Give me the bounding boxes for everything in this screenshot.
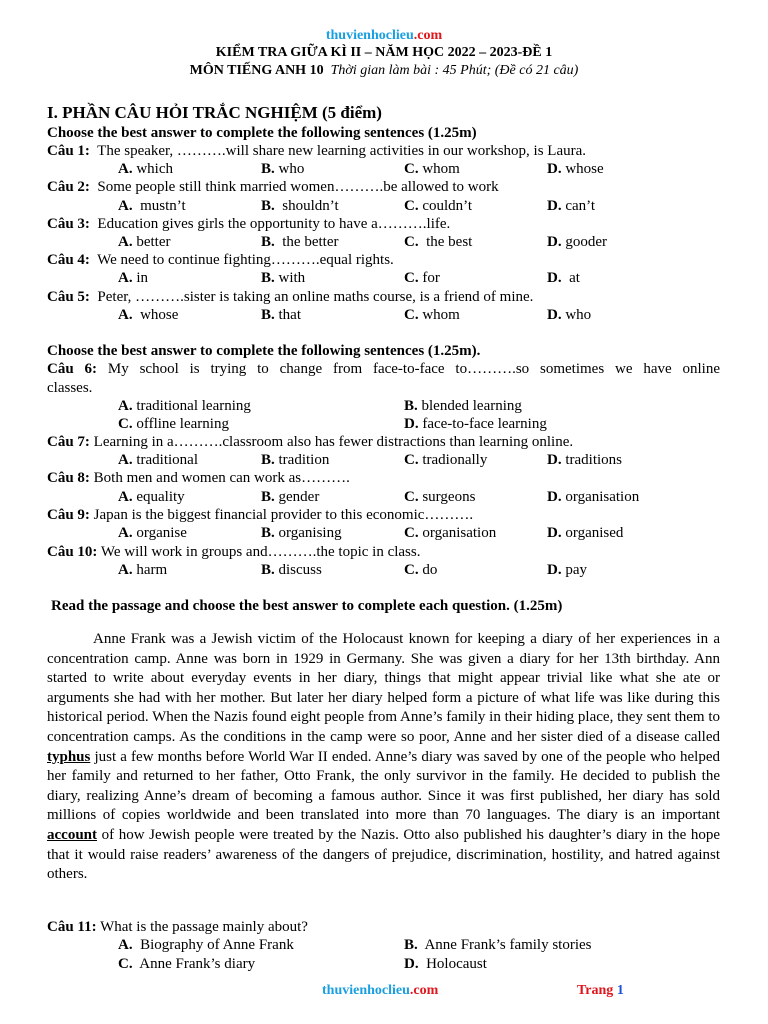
option-d[interactable]: D. pay — [547, 562, 588, 578]
option-d[interactable]: D. Holocaust — [404, 956, 487, 972]
option-c[interactable]: C. for — [404, 270, 440, 286]
option-a[interactable]: A. mustn’t — [118, 198, 186, 214]
option-a[interactable]: A. Biography of Anne Frank — [118, 937, 294, 953]
option-b[interactable]: B. who — [261, 161, 305, 177]
option-d[interactable]: D. gooder — [547, 234, 607, 250]
page-number — [577, 982, 624, 1000]
option-a[interactable]: A. equality — [118, 489, 185, 505]
footer-site-domain: .com — [409, 983, 439, 998]
underlined-word-account: account — [47, 826, 97, 843]
option-b[interactable]: B. gender — [261, 489, 320, 505]
option-a[interactable]: A. traditional learning — [118, 398, 251, 414]
question-number: Câu 10: — [47, 544, 98, 560]
question-text: Peter, ……….sister is taking an online maths course, is a friend of mine. — [97, 289, 534, 305]
instruction-part-b: Choose the best answer to complete the following sentences (1.25m). — [47, 343, 481, 359]
option-d[interactable]: D. face-to-face learning — [404, 416, 547, 432]
question-number: Câu 5: — [47, 289, 90, 305]
option-b[interactable]: B. the better — [261, 234, 339, 250]
option-b[interactable]: B. that — [261, 307, 302, 323]
option-d[interactable]: D. organisation — [547, 489, 640, 505]
question-text: Education gives girls the opportunity to have a……….life. — [97, 216, 451, 232]
question-text: Japan is the biggest financial provider to this economic………. — [93, 507, 474, 523]
exam-subject-line — [0, 62, 768, 80]
exam-subject: MÔN TIẾNG ANH 10 — [189, 63, 324, 78]
option-b[interactable]: B. with — [261, 270, 306, 286]
question-7 — [47, 433, 720, 451]
question-3 — [47, 215, 720, 233]
option-c[interactable]: C. couldn’t — [404, 198, 473, 214]
question-number: Câu 6: — [47, 361, 98, 377]
question-text: The speaker, ……….will share new learning activities in our workshop, is Laura. — [97, 143, 587, 159]
question-9 — [47, 506, 720, 524]
question-text: Both men and women can work as………. — [93, 470, 350, 486]
question-text: What is the passage mainly about? — [100, 919, 308, 935]
option-c[interactable]: C. the best — [404, 234, 473, 250]
exam-time-note: Thời gian làm bài : 45 Phút; (Đề có 21 câu) — [330, 63, 579, 78]
site-domain: .com — [413, 28, 443, 43]
option-a[interactable]: A. organise — [118, 525, 187, 541]
question-8 — [47, 469, 720, 487]
option-b[interactable]: B. Anne Frank’s family stories — [404, 937, 592, 953]
option-d[interactable]: D. who — [547, 307, 592, 323]
question-10 — [47, 543, 720, 561]
site-footer-link[interactable] — [322, 982, 438, 1000]
option-c[interactable]: C. tradionally — [404, 452, 488, 468]
option-b[interactable]: B. blended learning — [404, 398, 522, 414]
question-number: Câu 1: — [47, 143, 90, 159]
question-1 — [47, 142, 720, 160]
question-number: Câu 4: — [47, 252, 90, 268]
option-d[interactable]: D. organised — [547, 525, 624, 541]
option-c[interactable]: C. surgeons — [404, 489, 476, 505]
question-text: My school is trying to change from face-to-face to……….so sometimes we have online — [107, 361, 721, 377]
option-c[interactable]: C. whom — [404, 307, 460, 323]
option-b[interactable]: B. organising — [261, 525, 342, 541]
question-number: Câu 2: — [47, 179, 90, 195]
option-a[interactable]: A. which — [118, 161, 174, 177]
option-b[interactable]: B. discuss — [261, 562, 322, 578]
page-label: Trang — [577, 983, 614, 998]
option-b[interactable]: B. shouldn’t — [261, 198, 339, 214]
instruction-part-c: Read the passage and choose the best answer to complete each question. (1.25m) — [51, 598, 563, 614]
footer-site-name: thuvienhoclieu — [322, 983, 410, 998]
question-6-continued: classes. — [47, 380, 93, 396]
option-d[interactable]: D. at — [547, 270, 580, 286]
option-a[interactable]: A. whose — [118, 307, 179, 323]
option-a[interactable]: A. traditional — [118, 452, 198, 468]
question-4 — [47, 251, 720, 269]
section-title: I. PHẦN CÂU HỎI TRẮC NGHIỆM (5 điểm) — [47, 103, 382, 122]
instruction-part-a: Choose the best answer to complete the following sentences (1.25m) — [47, 125, 477, 141]
reading-passage — [47, 630, 720, 885]
option-d[interactable]: D. whose — [547, 161, 604, 177]
option-a[interactable]: A. better — [118, 234, 171, 250]
option-c[interactable]: C. organisation — [404, 525, 497, 541]
option-d[interactable]: D. traditions — [547, 452, 623, 468]
exam-title — [0, 44, 768, 62]
site-header-link[interactable] — [0, 27, 768, 45]
question-5 — [47, 288, 720, 306]
site-name: thuvienhoclieu — [325, 28, 414, 43]
option-c[interactable]: C. offline learning — [118, 416, 229, 432]
question-number: Câu 11: — [47, 919, 97, 935]
question-number: Câu 7: — [47, 434, 90, 450]
option-a[interactable]: A. in — [118, 270, 149, 286]
question-number: Câu 3: — [47, 216, 90, 232]
option-c[interactable]: C. whom — [404, 161, 460, 177]
question-text: We need to continue fighting……….equal rights. — [97, 252, 394, 268]
page-number-value: 1 — [616, 983, 624, 998]
passage-paragraph: Anne Frank was a Jewish victim of the Holocaust known for keeping a diary of her experiences in a concentration camp. Anne was born in 1929 in Germany. She was given a diary for her 13th birthday. Ann started to write about everyday events in her diary, things that might appear trivial like what she ate or arguments she had with her mother. But later her diary helped form a picture of what life was like during this historical period. When the Nazis found eight people from Anne’s family in their hiding place, they sent them to concentration camps. As the conditions in the camp were so poor, Anne and her sister died of a disease called typhus just a few months before World War II ended. Anne’s diary was saved by one of the people who helped her family and returned to her father, Otto Frank, the only survivor in the family. He decided to publish the diary, realizing Anne’s dream of becoming a famous author. Since it was first published, her diary has sold millions of copies worldwide and been translated into more than 70 languages. The diary is an important account of how Jewish people were treated by the Nazis. Otto also published his daughter’s diary in the hope that it would raise readers’ awareness of the dangers of prejudice, discrimination, hostility, and hatred against others. — [47, 631, 720, 883]
question-11 — [47, 918, 720, 936]
question-number: Câu 9: — [47, 507, 90, 523]
question-text: Learning in a……….classroom also has fewer distractions than learning online. — [93, 434, 574, 450]
question-text: We will work in groups and……….the topic in class. — [100, 544, 421, 560]
question-number: Câu 8: — [47, 470, 90, 486]
question-6 — [47, 360, 720, 378]
option-c[interactable]: C. Anne Frank’s diary — [118, 956, 256, 972]
option-d[interactable]: D. can’t — [547, 198, 596, 214]
option-a[interactable]: A. harm — [118, 562, 168, 578]
option-c[interactable]: C. do — [404, 562, 438, 578]
option-b[interactable]: B. tradition — [261, 452, 330, 468]
question-text: Some people still think married women……….be allowed to work — [97, 179, 499, 195]
question-2 — [47, 178, 720, 196]
underlined-word-typhus: typhus — [47, 748, 91, 765]
exam-title-text: KIỂM TRA GIỮA KÌ II – NĂM HỌC 2022 – 2023-ĐỀ 1 — [215, 45, 553, 60]
